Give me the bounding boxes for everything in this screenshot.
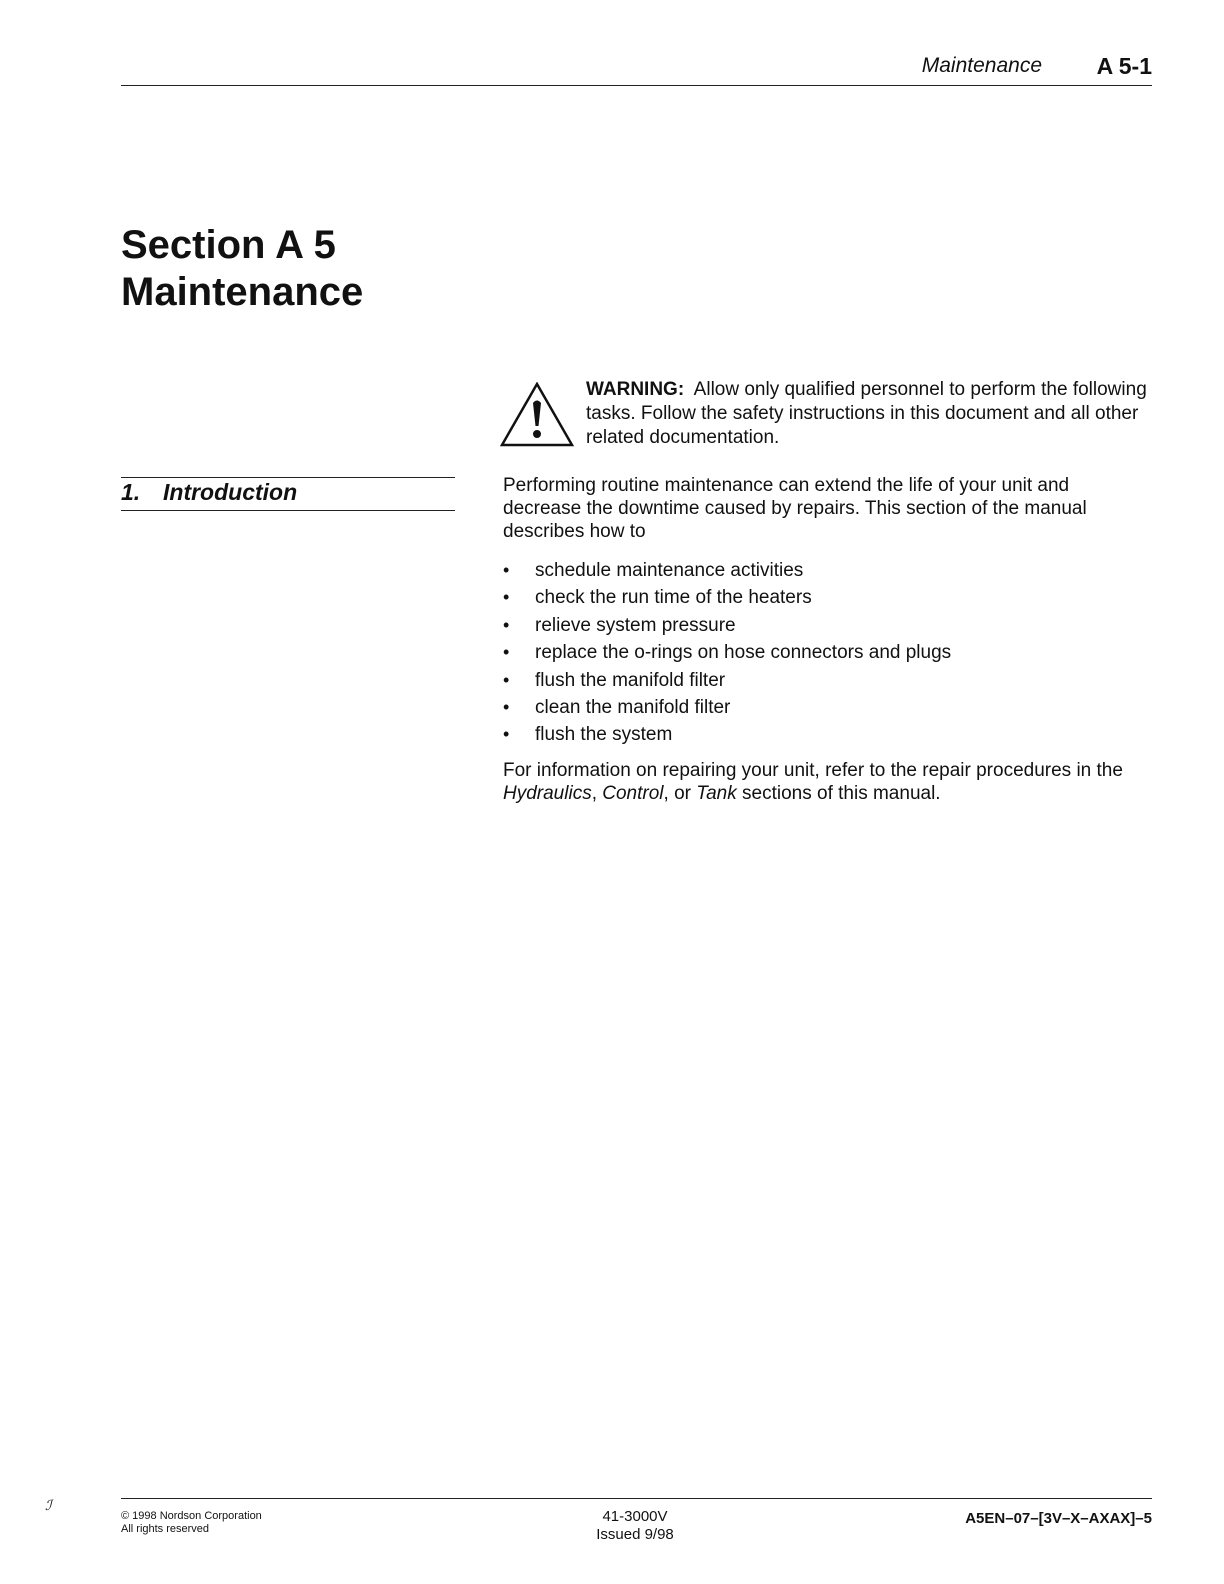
warning-notice <box>586 378 1156 450</box>
list-item: • replace the o-rings on hose connectors and plugs <box>503 639 1143 666</box>
maintenance-task-list <box>503 557 1143 749</box>
intro-heading-number: 1. <box>121 479 141 505</box>
bullet-icon: • <box>503 614 510 635</box>
page-title <box>121 222 363 316</box>
warning-text: Allow only qualified personnel to perform the following tasks. Follow the safety instructions in this document and all other related documentation. <box>586 379 1147 448</box>
intro-heading-bottom-rule <box>121 510 455 511</box>
footer-doc-code: A5EN–07–[3V–X–AXAX]–5 <box>965 1510 1152 1527</box>
list-item: • schedule maintenance activities <box>503 557 1143 584</box>
repair-reference-paragraph: For information on repairing your unit, refer to the repair procedures in the Hydraulics, Control, or Tank sections of this manual. <box>503 760 1123 804</box>
tank-section-ref: Tank <box>696 783 737 804</box>
bullet-icon: • <box>503 560 510 580</box>
issue-date: Issued 9/98 <box>596 1526 674 1543</box>
intro-heading <box>121 479 297 506</box>
copyright-text: © 1998 Nordson Corporation <box>121 1510 262 1522</box>
bullet-icon: • <box>503 669 510 690</box>
intro-heading-label: Introduction <box>163 479 298 505</box>
warning-triangle-icon <box>500 382 574 448</box>
bullet-icon: • <box>503 697 510 718</box>
doc-number: 41-3000V <box>602 1508 668 1525</box>
list-item: • relieve system pressure <box>503 612 1143 639</box>
header-divider <box>121 85 1152 86</box>
list-item: • check the run time of the heaters <box>503 584 1143 611</box>
footer-copyright <box>121 1510 262 1536</box>
bullet-icon: • <box>503 642 510 663</box>
footer-doc-info <box>560 1508 710 1544</box>
bullet-icon: • <box>503 724 510 745</box>
page-title-line1: Section A 5 <box>121 223 336 267</box>
list-item: • flush the manifold filter <box>503 667 1143 694</box>
header-section-label: Maintenance <box>921 54 1042 77</box>
page-title-line2: Maintenance <box>121 270 364 314</box>
rights-text: All rights reserved <box>121 1523 210 1535</box>
control-section-ref: Control <box>602 783 664 804</box>
list-item: • clean the manifold filter <box>503 694 1143 721</box>
list-item: • flush the system <box>503 721 1143 748</box>
intro-heading-top-rule <box>121 477 455 478</box>
header-page-number: A 5-1 <box>1096 53 1152 79</box>
warning-label: WARNING: <box>586 379 685 400</box>
bullet-icon: • <box>503 587 510 608</box>
hydraulics-section-ref: Hydraulics <box>503 783 592 804</box>
intro-paragraph: Performing routine maintenance can extend the life of your unit and decrease the downtime caused by repairs. This section of the manual describes how to <box>503 475 1087 542</box>
footer-divider <box>121 1498 1152 1499</box>
margin-mark: ℐ <box>45 1497 52 1513</box>
